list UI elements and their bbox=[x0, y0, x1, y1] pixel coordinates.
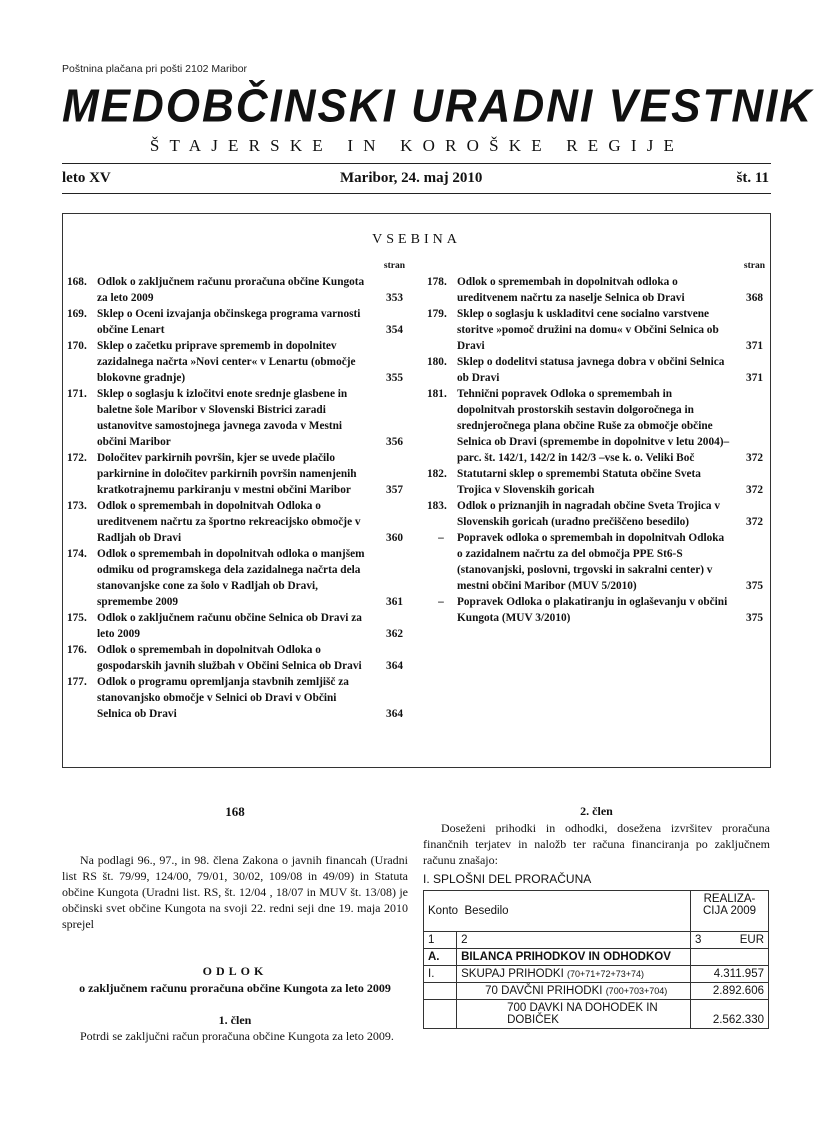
toc-entry-page: 364 bbox=[386, 660, 403, 672]
issue-number: št. 11 bbox=[736, 170, 769, 186]
toc-entry-title: Sklep o soglasju k izločitvi enote srednje glasbene in baletne šole Maribor v Slovenski Bistrici zaradi ustanovitve samostojnega javnega zavoda v Mestni občini Maribor bbox=[97, 388, 348, 448]
toc-entry-title: Odlok o zaključnem računu občine Selnica ob Dravi za leto 2009 bbox=[97, 612, 362, 640]
toc-entry-number: 180. bbox=[427, 356, 447, 368]
toc-entry-page: 362 bbox=[386, 628, 403, 640]
table-row: I. SKUPAJ PRIHODKI (70+71+72+73+74) 4.311.957 bbox=[424, 966, 769, 983]
document-title: o zaključnem računu proračuna občine Kungota za leto 2009 bbox=[79, 981, 391, 995]
toc-entry bbox=[67, 274, 405, 306]
toc-entry bbox=[427, 386, 765, 466]
table-row: 700 DAVKI NA DOHODEK IN DOBIČEK 2.562.330 bbox=[424, 1000, 769, 1029]
table-row: 70 DAVČNI PRIHODKI (700+703+704) 2.892.606 bbox=[424, 983, 769, 1000]
toc-entry-number: 172. bbox=[67, 452, 87, 464]
toc-entry-page: 375 bbox=[746, 612, 763, 624]
clen-1-text: Potrdi se zaključni račun proračuna občine Kungota za leto 2009. bbox=[80, 1029, 394, 1043]
toc-entry-number: 179. bbox=[427, 308, 447, 320]
header-konto: Konto bbox=[428, 905, 459, 917]
toc-entry-title: Določitev parkirnih površin, kjer se uvede plačilo parkirnine in določitev parkirnih površin namenjenih kratkotrajnemu parkiranju v mestni občini Maribor bbox=[97, 452, 357, 496]
toc-entry-number: – bbox=[438, 596, 444, 608]
toc-entry-number: 177. bbox=[67, 676, 87, 688]
toc-entry-number: 171. bbox=[67, 388, 87, 400]
article-number: 168 bbox=[225, 804, 245, 819]
toc-entry bbox=[67, 498, 405, 546]
finance-table-wrapper bbox=[423, 890, 769, 1029]
toc-entry-title: Statutarni sklep o spremembi Statuta občine Sveta Trojica v Slovenskih goricah bbox=[457, 468, 701, 496]
toc-entry-number: 181. bbox=[427, 388, 447, 400]
toc-entry-page: 364 bbox=[386, 708, 403, 720]
page-column-label: stran bbox=[383, 261, 405, 271]
toc-entry-page: 356 bbox=[386, 436, 403, 448]
toc-entry bbox=[427, 466, 765, 498]
article-intro: Na podlagi 96., 97., in 98. člena Zakona o javnih financah (Uradni list RS št. 79/99, 124/00, 79/01, 30/02, 109/08 in 49/09) in Statuta občine Kungota (Uradni list. RS, št. 12/04 , 18/07 in MUV št. 13/08) je občinski svet občine Kungota na svoji 22. redni seji dne 19. maja 2010 sprejel bbox=[62, 853, 408, 931]
section-title: I. SPLOŠNI DEL PRORAČUNA bbox=[423, 872, 592, 886]
toc-entry-number: 168. bbox=[67, 276, 87, 288]
toc-entry-page: 372 bbox=[746, 516, 763, 528]
toc-entry bbox=[67, 450, 405, 498]
toc-entry-title: Odlok o zaključnem računu proračuna občine Kungota za leto 2009 bbox=[97, 276, 365, 304]
index-2: 2 bbox=[457, 932, 691, 949]
issue-year: leto XV bbox=[62, 170, 111, 186]
index-1: 1 bbox=[424, 932, 457, 949]
toc-entry-page: 355 bbox=[386, 372, 403, 384]
toc-entry-page: 368 bbox=[746, 292, 763, 304]
toc-entry bbox=[427, 306, 765, 354]
toc-entry-page: 372 bbox=[746, 452, 763, 464]
toc-entry-page: 375 bbox=[746, 580, 763, 592]
contents-right-column bbox=[427, 258, 765, 626]
toc-entry bbox=[67, 674, 405, 722]
postage-note: Poštnina plačana pri pošti 2102 Maribor bbox=[62, 63, 248, 75]
clen-1-title: 1. člen bbox=[218, 1013, 252, 1027]
toc-entry-page: 353 bbox=[386, 292, 403, 304]
toc-entry-number: 178. bbox=[427, 276, 447, 288]
toc-entry-number: 169. bbox=[67, 308, 87, 320]
toc-entry bbox=[427, 498, 765, 530]
toc-entry bbox=[67, 306, 405, 338]
toc-entry-number: – bbox=[438, 532, 444, 544]
toc-entry-title: Popravek Odloka o plakatiranju in oglaševanju v občini Kungota (MUV 3/2010) bbox=[457, 596, 728, 624]
toc-entry-page: 360 bbox=[386, 532, 403, 544]
finance-table bbox=[423, 890, 769, 1029]
contents-box bbox=[62, 213, 771, 768]
toc-entry-title: Sklep o Oceni izvajanja občinskega programa varnosti občine Lenart bbox=[97, 308, 361, 336]
toc-entry-number: 170. bbox=[67, 340, 87, 352]
document-type: ODLOK bbox=[202, 964, 268, 978]
toc-entry bbox=[427, 274, 765, 306]
issue-place-date: Maribor, 24. maj 2010 bbox=[340, 170, 483, 186]
toc-entry-number: 173. bbox=[67, 500, 87, 512]
header-realizacija: REALIZA-CIJA 2009 bbox=[691, 891, 769, 932]
toc-entry-title: Sklep o soglasju k uskladitvi cene socialno varstvene storitve »pomoč družini na domu« v Občini Selnica ob Dravi bbox=[457, 308, 719, 352]
table-row: A. BILANCA PRIHODKOV IN ODHODKOV bbox=[424, 949, 769, 966]
toc-entry bbox=[427, 594, 765, 626]
contents-title: VSEBINA bbox=[372, 232, 461, 247]
toc-entry-title: Odlok o spremembah in dopolnitvah odloka o manjšem odmiku od programskega dela zazidalnega načrta dela stanovanjske cone za šolo v Radljah ob Dravi, spremembe 2009 bbox=[97, 548, 365, 608]
clen-2-title: 2. člen bbox=[580, 804, 613, 818]
publication-title: MEDOBČINSKI URADNI VESTNIK bbox=[62, 80, 814, 133]
header-top-rule bbox=[62, 163, 771, 164]
toc-entry-page: 371 bbox=[746, 340, 763, 352]
page-column-label: stran bbox=[743, 261, 765, 271]
toc-entry-page: 354 bbox=[386, 324, 403, 336]
toc-entry-page: 371 bbox=[746, 372, 763, 384]
toc-entry-page: 361 bbox=[386, 596, 403, 608]
clen-2-text: Doseženi prihodki in odhodki, dosežena izvršitev proračuna finančnih terjatev in naložb ter računa financiranja po zaključnem računu znašajo: bbox=[423, 821, 770, 867]
toc-entry-title: Sklep o dodelitvi statusa javnega dobra v občini Selnica ob Dravi bbox=[457, 356, 725, 384]
toc-entry bbox=[67, 338, 405, 386]
header-besedilo: Besedilo bbox=[464, 905, 509, 917]
toc-entry-title: Tehnični popravek Odloka o spremembah in dopolnitvah prostorskih sestavin dolgoročnega in srednjeročnega plana občine Ruše za območje občine Selnica ob Dravi (spremembe in dopolnitve v letu 2004)– parc. št. 142/1, 142/2 in 142/3 –vse k. o. Veliki Boč bbox=[457, 388, 730, 464]
toc-entry-title: Odlok o spremembah in dopolnitvah Odloka o ureditvenem načrtu za športno rekreacijsko območje v Radljah ob Dravi bbox=[97, 500, 361, 544]
toc-entry-number: 175. bbox=[67, 612, 87, 624]
toc-entry-title: Popravek odloka o spremembah in dopolnitvah Odloka o zazidalnem načrtu za del območja PPE St6-S (stanovanjski, poslovni, trgovski in sakralni center) v mestni občini Maribor (MUV 5/2010) bbox=[457, 532, 725, 592]
header-bottom-rule bbox=[62, 193, 771, 194]
toc-entry-page: 372 bbox=[746, 484, 763, 496]
toc-entry-number: 182. bbox=[427, 468, 447, 480]
publication-subtitle: ŠTAJERSKE IN KOROŠKE REGIJE bbox=[149, 136, 685, 155]
toc-entry-number: 176. bbox=[67, 644, 87, 656]
toc-entry bbox=[427, 530, 765, 594]
contents-left-column bbox=[67, 258, 405, 722]
toc-entry-page: 357 bbox=[386, 484, 403, 496]
toc-entry bbox=[67, 642, 405, 674]
toc-entry-number: 183. bbox=[427, 500, 447, 512]
toc-entry bbox=[67, 386, 405, 450]
index-3-eur: 3 EUR bbox=[691, 932, 769, 949]
toc-entry-title: Sklep o začetku priprave sprememb in dopolnitev zazidalnega načrta »Novi center« v Lenartu (območje blokovne gradnje) bbox=[97, 340, 356, 384]
table-index-row bbox=[424, 932, 769, 949]
toc-entry bbox=[427, 354, 765, 386]
table-header-row bbox=[424, 891, 769, 932]
toc-entry-title: Odlok o spremembah in dopolnitvah Odloka o gospodarskih javnih službah v Občini Selnica ob Dravi bbox=[97, 644, 362, 672]
toc-entry-title: Odlok o priznanjih in nagradah občine Sveta Trojica v Slovenskih goricah (uradno prečiščeno besedilo) bbox=[457, 500, 721, 528]
toc-entry bbox=[67, 546, 405, 610]
toc-entry-title: Odlok o programu opremljanja stavbnih zemljišč za stanovanjsko območje v Selnici ob Dravi v Občini Selnica ob Dravi bbox=[97, 676, 349, 720]
toc-entry-number: 174. bbox=[67, 548, 87, 560]
toc-entry bbox=[67, 610, 405, 642]
toc-entry-title: Odlok o spremembah in dopolnitvah odloka o ureditvenem načrtu za naselje Selnica ob Dravi bbox=[457, 276, 685, 304]
